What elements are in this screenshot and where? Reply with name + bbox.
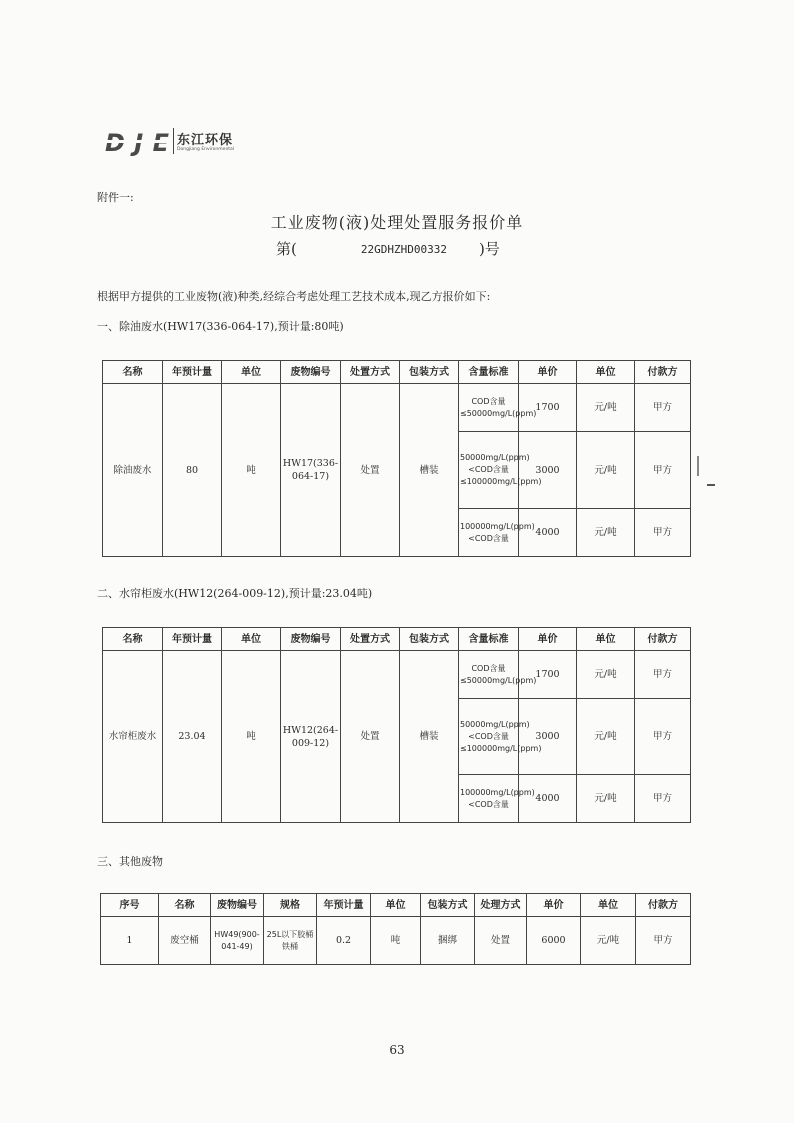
header-cell: 处理方式 [475,894,527,917]
method-cell: 处置 [475,917,527,965]
table-header-row [103,361,691,384]
standard-cell: 100000mg/L(ppm)<COD含量 [459,509,519,557]
quantity-cell: 23.04 [163,651,222,823]
header-cell: 含量标准 [459,628,519,651]
waste-code-cell: HW12(264-009-12) [281,651,341,823]
payer-cell: 甲方 [635,651,691,699]
packaging-cell: 捆绑 [421,917,475,965]
header-cell: 单位 [581,894,636,917]
price-unit-cell: 元/吨 [581,917,636,965]
price-cell: 6000 [527,917,581,965]
waste-name-cell: 水帘柜废水 [103,651,163,823]
quote-number [276,238,500,259]
quote-number-prefix: 第( [276,240,297,258]
standard-cell: 50000mg/L(ppm)<COD含量≤100000mg/L(ppm) [459,432,519,509]
header-cell: 单价 [519,628,577,651]
packaging-cell: 槽装 [400,384,459,557]
header-cell: 包装方式 [400,628,459,651]
unit-cell: 吨 [222,384,281,557]
header-cell: 序号 [101,894,159,917]
header-cell: 名称 [103,628,163,651]
header-cell: 规格 [264,894,317,917]
header-cell: 废物编号 [281,361,341,384]
header-cell: 包装方式 [421,894,475,917]
method-cell: 处置 [341,384,400,557]
header-cell: 年预计量 [163,361,222,384]
scan-mark [697,456,699,476]
header-cell: 付款方 [636,894,691,917]
header-cell: 处置方式 [341,361,400,384]
waste-name-cell: 除油废水 [103,384,163,557]
quote-number-code: 22GDHZHD00332 [360,243,447,256]
header-cell: 包装方式 [400,361,459,384]
standard-cell: 50000mg/L(ppm)<COD含量≤100000mg/L(ppm) [459,699,519,775]
price-unit-cell: 元/吨 [577,432,635,509]
price-unit-cell: 元/吨 [577,699,635,775]
payer-cell: 甲方 [635,775,691,823]
quote-number-suffix: )号 [478,240,500,258]
header-cell: 废物编号 [281,628,341,651]
section3-heading: 三、其他废物 [97,855,163,868]
section1-heading: 一、除油废水(HW17(336-064-17),预计量:80吨) [97,320,344,333]
price-cell: 4000 [519,775,577,823]
price-cell: 4000 [519,509,577,557]
packaging-cell: 槽装 [400,651,459,823]
standard-cell: COD含量≤50000mg/L(ppm) [459,384,519,432]
price-unit-cell: 元/吨 [577,775,635,823]
unit-cell: 吨 [371,917,421,965]
table-header-row [101,894,691,917]
header-cell: 单位 [222,628,281,651]
header-cell: 单位 [222,361,281,384]
header-cell: 单位 [371,894,421,917]
intro-paragraph: 根据甲方提供的工业废物(液)种类,经综合考虑处理工艺技术成本,现乙方报价如下: [97,290,491,303]
price-cell: 3000 [519,699,577,775]
waste-code-cell: HW17(336-064-17) [281,384,341,557]
section2-heading: 二、水帘柜废水(HW12(264-009-12),预计量:23.04吨) [97,587,373,600]
price-unit-cell: 元/吨 [577,384,635,432]
section3-table [100,893,691,965]
page-number: 63 [389,1043,405,1057]
waste-code-cell: HW49(900-041-49) [211,917,264,965]
table-row [101,917,691,965]
company-logo [104,125,234,159]
payer-cell: 甲方 [635,509,691,557]
header-cell: 名称 [103,361,163,384]
method-cell: 处置 [341,651,400,823]
standard-cell: 100000mg/L(ppm)<COD含量 [459,775,519,823]
payer-cell: 甲方 [635,384,691,432]
header-cell: 付款方 [635,628,691,651]
header-cell: 单价 [527,894,581,917]
standard-cell: COD含量≤50000mg/L(ppm) [459,651,519,699]
scan-mark [707,484,715,486]
header-cell: 单位 [577,361,635,384]
payer-cell: 甲方 [636,917,691,965]
header-cell: 含量标准 [459,361,519,384]
table-row [103,651,691,699]
logo-tagline: Dongjiang Environmental [177,147,235,152]
section1-table [102,360,691,557]
price-unit-cell: 元/吨 [577,651,635,699]
header-cell: 年预计量 [163,628,222,651]
unit-cell: 吨 [222,651,281,823]
logo-divider [173,128,174,154]
header-cell: 单位 [577,628,635,651]
waste-name-cell: 废空桶 [159,917,211,965]
header-cell: 年预计量 [317,894,371,917]
table-header-row [103,628,691,651]
section2-table [102,627,691,823]
quantity-cell: 0.2 [317,917,371,965]
quantity-cell: 80 [163,384,222,557]
serial-cell: 1 [101,917,159,965]
payer-cell: 甲方 [635,432,691,509]
document-title: 工业废物(液)处理处置服务报价单 [270,213,524,232]
header-cell: 处置方式 [341,628,400,651]
spec-cell: 25L以下胶桶 铁桶 [264,917,317,965]
price-cell: 3000 [519,432,577,509]
payer-cell: 甲方 [635,699,691,775]
header-cell: 付款方 [635,361,691,384]
price-unit-cell: 元/吨 [577,509,635,557]
logo-mark-icon [104,127,170,157]
table-row [103,384,691,432]
logo-name: 东江环保 [177,133,234,148]
header-cell: 废物编号 [211,894,264,917]
price-cell: 1700 [519,651,577,699]
header-cell: 单价 [519,361,577,384]
attachment-label: 附件一: [97,191,134,204]
price-cell: 1700 [519,384,577,432]
header-cell: 名称 [159,894,211,917]
